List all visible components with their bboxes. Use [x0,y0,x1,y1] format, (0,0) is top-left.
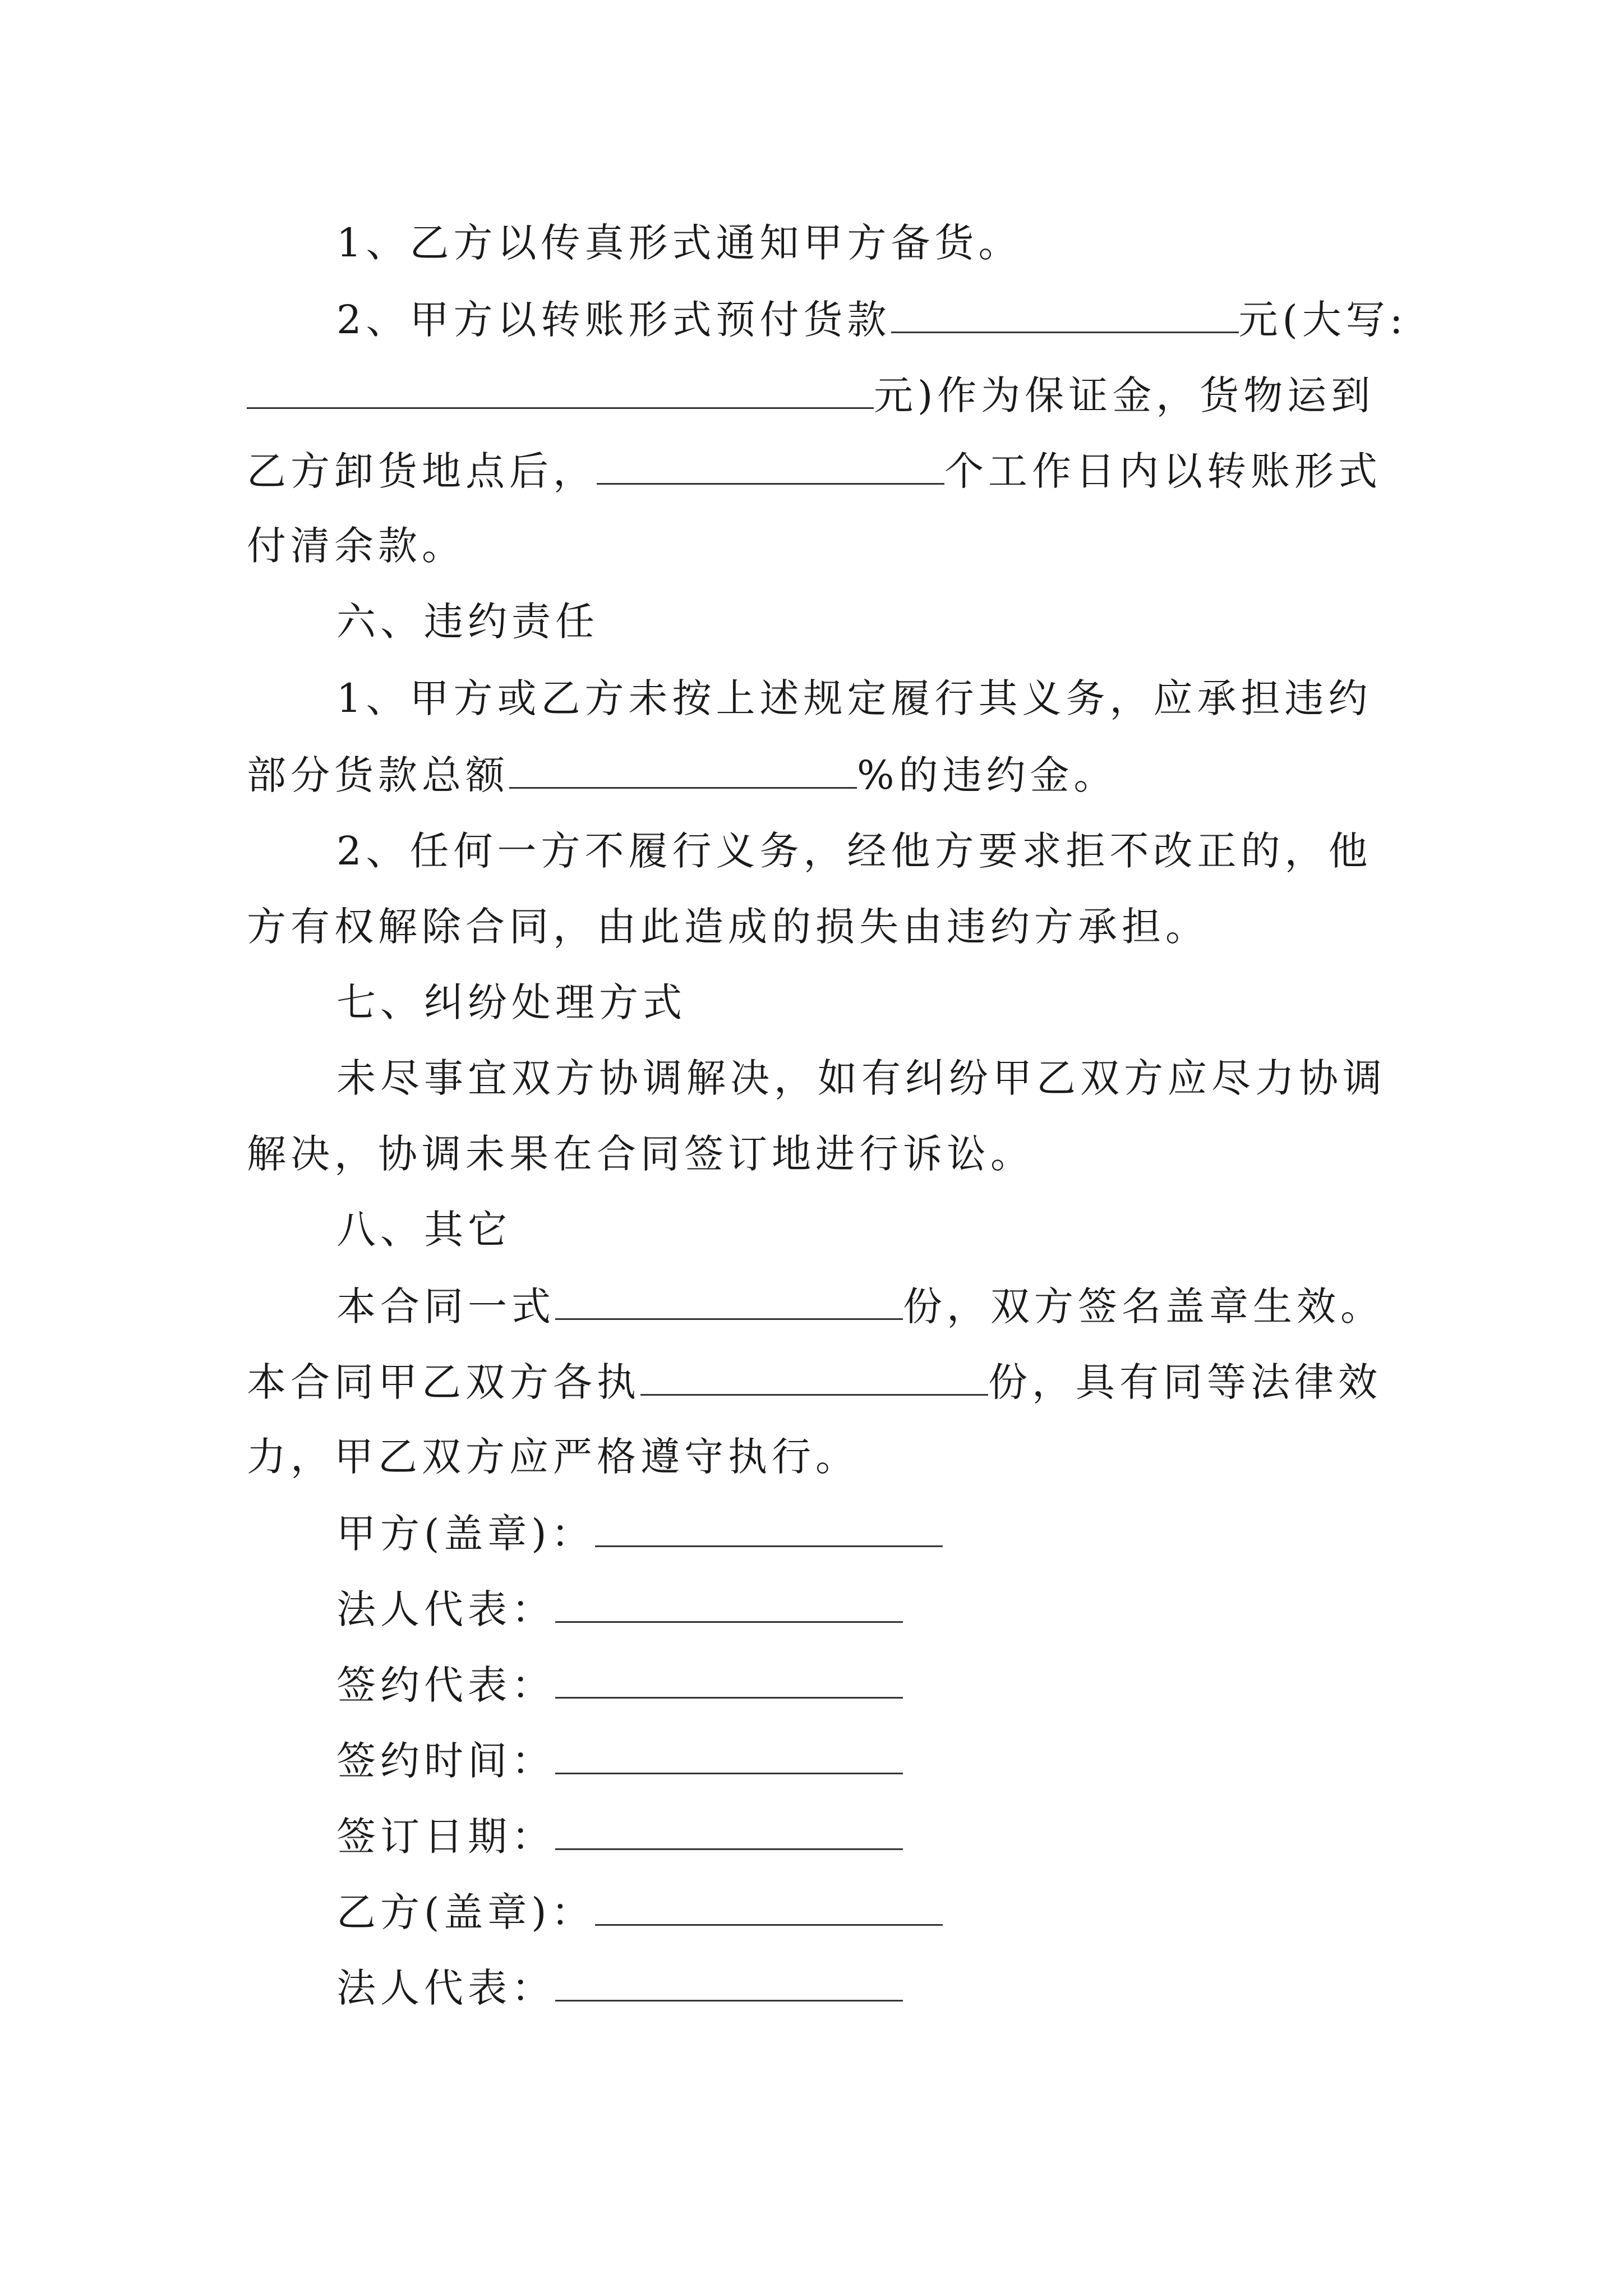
breach-item-2-text: 2、任何一方不履行义务，经他方要求拒不改正的，他 [336,828,1372,874]
signature-signing-time [336,1738,903,1784]
dispute-text: 解决，协调未果在合同签订地进行诉讼。 [247,1131,1034,1177]
breach-item-1-text: 部分货款总额 [247,752,509,798]
dispute-paragraph-line-2 [247,1131,1034,1177]
signature-label: 签约时间： [336,1738,555,1784]
breach-item-2-text: 方有权解除合同，由此造成的损失由违约方承担。 [247,904,1209,950]
dispute-paragraph [336,1055,1386,1101]
section-heading-breach [336,599,599,645]
signature-signing-date [336,1814,903,1860]
signature-label: 签订日期： [336,1814,555,1860]
signing-time-blank[interactable] [555,1740,903,1774]
section-heading-text: 八、其它 [336,1207,511,1253]
other-text: 份，具有同等法律效 [988,1359,1382,1405]
party-a-signing-rep-blank[interactable] [555,1664,903,1699]
payment-item-2-line-4 [247,523,465,569]
signature-party-a-legal-rep [336,1586,903,1632]
payment-item-1-text: 1、乙方以传真形式通知甲方备货。 [336,220,1022,266]
section-heading-other [336,1207,511,1253]
signing-date-blank[interactable] [555,1816,903,1850]
section-heading-text: 六、违约责任 [336,599,599,645]
signature-party-a-signing-rep [336,1662,903,1708]
copies-total-blank[interactable] [555,1286,903,1320]
other-paragraph [336,1283,1384,1329]
dispute-text: 未尽事宜双方协调解决，如有纠纷甲乙双方应尽力协调 [336,1055,1386,1101]
section-heading-text: 七、纠纷处理方式 [336,979,686,1025]
payment-item-2 [336,297,1408,343]
signature-party-b-seal [336,1889,943,1935]
amount-in-words-blank[interactable] [247,375,874,409]
payment-item-2-text: 乙方卸货地点后， [247,448,597,494]
signature-party-a-seal [336,1511,943,1557]
section-heading-dispute [336,979,686,1025]
party-a-legal-rep-blank[interactable] [555,1589,903,1623]
breach-item-1 [336,675,1372,721]
penalty-percent-blank[interactable] [509,754,857,789]
payment-item-2-text: 元(大写: [1238,297,1408,343]
breach-item-1-line-2 [247,752,1118,798]
signature-label: 法人代表： [336,1586,555,1632]
breach-item-2 [336,828,1372,874]
other-text: 本合同甲乙双方各执 [247,1359,640,1405]
other-text: 份，双方签名盖章生效。 [903,1283,1384,1329]
other-paragraph-line-3 [247,1434,859,1480]
other-text: 本合同一式 [336,1283,555,1329]
party-a-seal-blank[interactable] [595,1513,943,1547]
breach-item-2-line-2 [247,904,1209,950]
party-b-seal-blank[interactable] [595,1892,943,1926]
payment-item-2-line-3 [247,448,1382,494]
payment-item-1 [336,220,1022,266]
signature-label: 甲方(盖章)： [336,1511,595,1557]
copies-each-blank[interactable] [640,1361,988,1396]
payment-item-2-text: 个工作日内以转账形式 [944,448,1382,494]
other-paragraph-line-2 [247,1359,1382,1405]
signature-party-b-legal-rep [336,1965,903,2011]
signature-label: 乙方(盖章)： [336,1889,595,1935]
payment-item-2-text: 元)作为保证金，货物运到 [874,372,1375,418]
breach-item-1-text: 1、甲方或乙方未按上述规定履行其义务，应承担违约 [336,675,1372,721]
advance-amount-blank[interactable] [891,299,1239,333]
party-b-legal-rep-blank[interactable] [555,1967,903,2001]
other-text: 力，甲乙双方应严格遵守执行。 [247,1434,859,1480]
payment-item-2-line-2 [247,372,1375,418]
signature-label: 法人代表： [336,1965,555,2011]
breach-item-1-text: %的违约金。 [857,752,1118,798]
signature-label: 签约代表： [336,1662,555,1708]
working-days-blank[interactable] [597,450,944,485]
payment-item-2-text: 付清余款。 [247,523,465,569]
payment-item-2-text: 2、甲方以转账形式预付货款 [336,297,891,343]
